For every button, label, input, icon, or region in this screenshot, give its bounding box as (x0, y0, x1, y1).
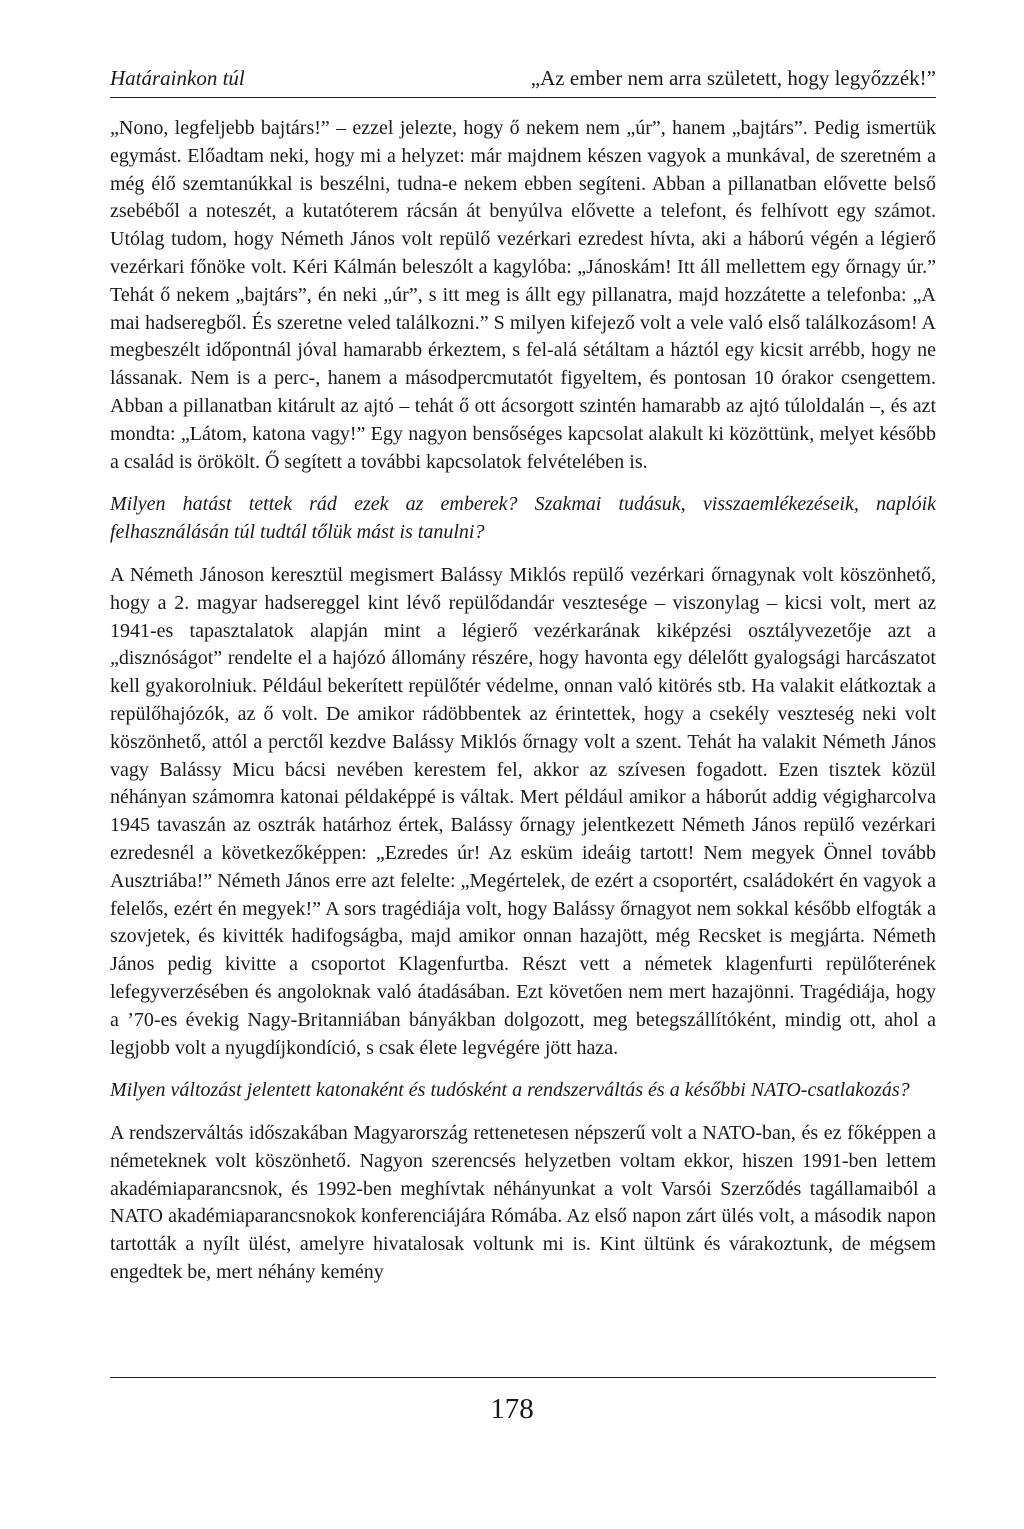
running-header (110, 66, 936, 98)
page-number: 178 (490, 1393, 534, 1425)
paragraph-1: „Nono, legfeljebb bajtárs!” – ezzel jelezte, hogy ő nekem nem „úr”, hanem „bajtárs”. Pedig ismertük egymást. Előadtam neki, hogy mi a helyzet: már majdnem készen vagyok a munkával, de szeretném a még élő szemtanúkkal is beszélni, tudna-e nekem ebben segíteni. Abban a pillanatban elővette belső zsebéből a noteszét, a kutatóterem rácsán át benyúlva elővette a telefont, és felhívott egy számot. Utólag tudom, hogy Németh János volt repülő vezérkari ezredest hívta, aki a háború végén a légierő vezérkari főnöke volt. Kéri Kálmán beleszólt a kagylóba: „Jánoskám! Itt áll mellettem egy őrnagy úr.” Tehát ő nekem „bajtárs”, én neki „úr”, s itt meg is állt egy pillanatra, majd hozzátette a telefonba: „A mai hadseregből. És szeretne veled találkozni.” S milyen kifejező volt a vele való első találkozásom! A megbeszélt időpontnál jóval hamarabb érkeztem, s fel-alá sétáltam a háztól egy kicsit arrébb, hogy ne lássanak. Nem is a perc-, hanem a másodpercmutatót figyeltem, és pontosan 10 órakor csengettem. Abban a pillanatban kitárult az ajtó – tehát ő ott ácsorgott szintén hamarabb az ajtó túloldalán –, és azt mondta: „Látom, katona vagy!” Egy nagyon bensőséges kapcsolat alakult ki közöttünk, melyet később a család is örökölt. Ő segített a további kapcsolatok felvételében is. (110, 117, 936, 473)
header-chapter-title: „Az ember nem arra született, hogy legyőzzék!” (530, 66, 936, 90)
page (110, 66, 936, 1287)
paragraph-3: A rendszerváltás időszakában Magyarország rettenetesen népszerű volt a NATO-ban, és ez főképpen a németeknek volt köszönhető. Nagyon szerencsés helyzetben voltam ekkor, hiszen 1991-ben lettem akadémiaparancsnok, és 1992-ben meghívtak néhányunkat a volt Varsói Szerződés tagállamaiból a NATO akadémiaparancsnokok konferenciájára Rómába. Az első napon zárt ülés volt, a második napon tartották a nyílt ülést, amelyre hivatalosak voltunk mi is. Kint ültünk és várakoztunk, de mégsem engedtek be, mert néhány kemény (110, 1122, 936, 1284)
footer-rule (110, 1377, 936, 1378)
body-text (110, 115, 936, 1287)
interview-question-2: Milyen változást jelentett katonaként és tudósként a rendszerváltás és a későbbi NATO-csatlakozás? (110, 1079, 910, 1102)
header-section-title: Határainkon túl (110, 66, 245, 90)
paragraph-2: A Németh Jánoson keresztül megismert Balássy Miklós repülő vezérkari őrnagynak volt köszönhető, hogy a 2. magyar hadsereggel kint lévő repülődandár vesztesége – viszonylag – kicsi volt, mert az 1941-es tapasztalatok alapján mint a légierő vezérkarának kiképzési osztályvezetője azt a „disznóságot” rendelte el a hajózó állomány részére, hogy havonta egy délelőtt gyalogsági harcászatot kell gyakorolniuk. Például bekerített repülőtér védelme, onnan való kitörés stb. Ha valakit elátkoztak a repülőhajózók, az ő volt. De amikor rádöbbentek az érintettek, hogy a csekély veszteség neki volt köszönhető, attól a perctől kezdve Balássy Miklós őrnagy volt a szent. Tehát ha valakit Németh János vagy Balássy Micu bácsi nevében kerestem fel, akkor az szívesen fogadott. Ezen tisztek közül néhányan számomra katonai példaképpé is váltak. Mert például amikor a háborút addig végigharcolva 1945 tavaszán az osztrák határhoz értek, Balássy őrnagy jelentkezett Németh János repülő vezérkari ezredesnél a következőképpen: „Ezredes úr! Az esküm ideáig tartott! Nem megyek Önnel tovább Ausztriába!” Németh János erre azt felelte: „Megértelek, de ezért a csoportért, családokért én vagyok a felelős, ezért én megyek!” A sors tragédiája volt, hogy Balássy őrnagyot nem sokkal később elfogták a szovjetek, és kivitték hadifogságba, majd amikor onnan hazajött, még Recsket is megjárta. Németh János pedig kivitte a csoportot Klagenfurtba. Részt vett a németek klagenfurti repülőterének lefegyverzésében és angoloknak való átadásában. Ezt követően nem mert hazajönni. Tragédiája, hogy a ’70-es évekig Nagy-Britanniában bányákban dolgozott, meg betegszállítóként, mindig ott, ahol a legjobb volt a nyugdíjkondíció, s csak élete legvégére jött haza. (110, 563, 936, 1059)
interview-question-1: Milyen hatást tettek rád ezek az emberek? Szakmai tudásuk, visszaemlékezéseik, naplóik felhasználásán túl tudtál tőlük mást is tanulni? (110, 493, 936, 544)
